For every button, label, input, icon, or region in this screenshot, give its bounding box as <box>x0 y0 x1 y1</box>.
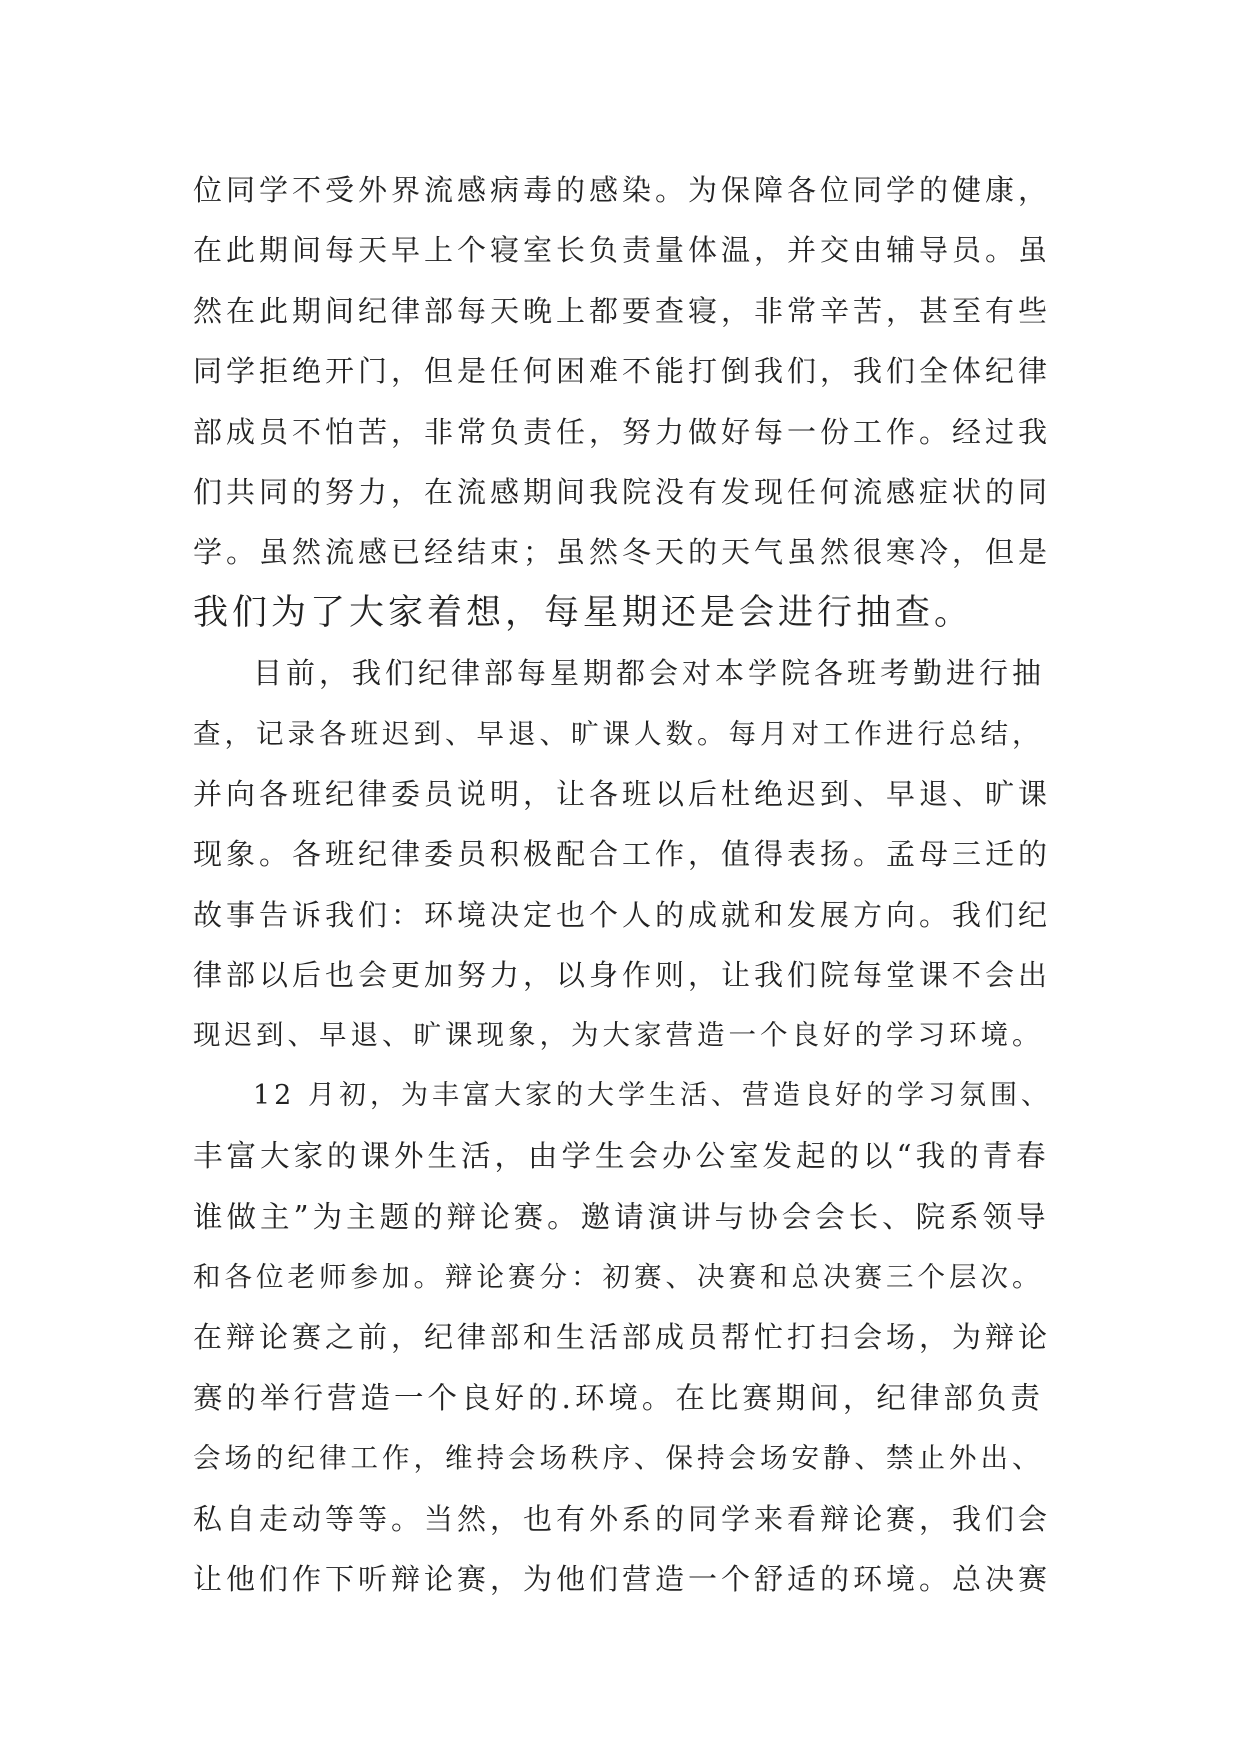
text-line: 位同学不受外界流感病毒的感染。为保障各位同学的健康， <box>193 173 1052 207</box>
text-line: 学。虽然流感已经结束；虽然冬天的天气虽然很寒冷，但是 <box>193 535 1052 570</box>
text-line: 和各位老师参加。辩论赛分：初赛、决赛和总决赛三个层次。 <box>193 1261 1044 1294</box>
text-line: 现迟到、早退、旷课现象，为大家营造一个良好的学习环境。 <box>193 1019 1044 1052</box>
text-line: 会场的纪律工作，维持会场秩序、保持会场安静、禁止外出、 <box>193 1442 1044 1475</box>
text-line: 在辩论赛之前，纪律部和生活部成员帮忙打扫会场，为辩论 <box>193 1320 1052 1355</box>
paragraph-first-line: 目前，我们纪律部每星期都会对本学院各班考勤进行抽 <box>253 656 1046 691</box>
paragraph-first-line: 12 月初，为丰富大家的大学生活、营造良好的学习氛围、 <box>253 1079 1052 1111</box>
text-line: 并向各班纪律委员说明，让各班以后杜绝迟到、早退、旷课 <box>193 776 1052 811</box>
text-line: 们共同的努力，在流感期间我院没有发现任何流感症状的同 <box>193 474 1052 509</box>
text-line: 律部以后也会更加努力，以身作则，让我们院每堂课不会出 <box>193 958 1052 993</box>
text-line: 谁做主”为主题的辩论赛。邀请演讲与协会会长、院系领导 <box>193 1199 1050 1234</box>
text-line: 丰富大家的课外生活，由学生会办公室发起的以“我的青春 <box>193 1139 1050 1174</box>
text-line: 私自走动等等。当然，也有外系的同学来看辩论赛，我们会 <box>193 1501 1052 1536</box>
text-line: 部成员不怕苦，非常负责任，努力做好每一份工作。经过我 <box>193 414 1052 449</box>
text-line: 然在此期间纪律部每天晚上都要查寝，非常辛苦，甚至有些 <box>193 293 1052 328</box>
text-line: 我们为了大家着想，每星期还是会进行抽查。 <box>193 592 974 633</box>
text-line: 在此期间每天早上个寝室长负责量体温，并交由辅导员。虽 <box>193 233 1052 268</box>
text-line: 现象。各班纪律委员积极配合工作，值得表扬。孟母三迁的 <box>193 837 1052 872</box>
text-line: 同学拒绝开门，但是任何困难不能打倒我们，我们全体纪律 <box>193 354 1052 389</box>
text-line: 让他们作下听辩论赛，为他们营造一个舒适的环境。总决赛 <box>193 1561 1052 1596</box>
text-line: 故事告诉我们：环境决定也个人的成就和发展方向。我们纪 <box>193 897 1052 932</box>
text-line: 赛的举行营造一个良好的.环境。在比赛期间，纪律部负责 <box>193 1380 1044 1415</box>
text-line: 查，记录各班迟到、早退、旷课人数。每月对工作进行总结， <box>193 717 1044 750</box>
document-body <box>193 160 1053 1609</box>
